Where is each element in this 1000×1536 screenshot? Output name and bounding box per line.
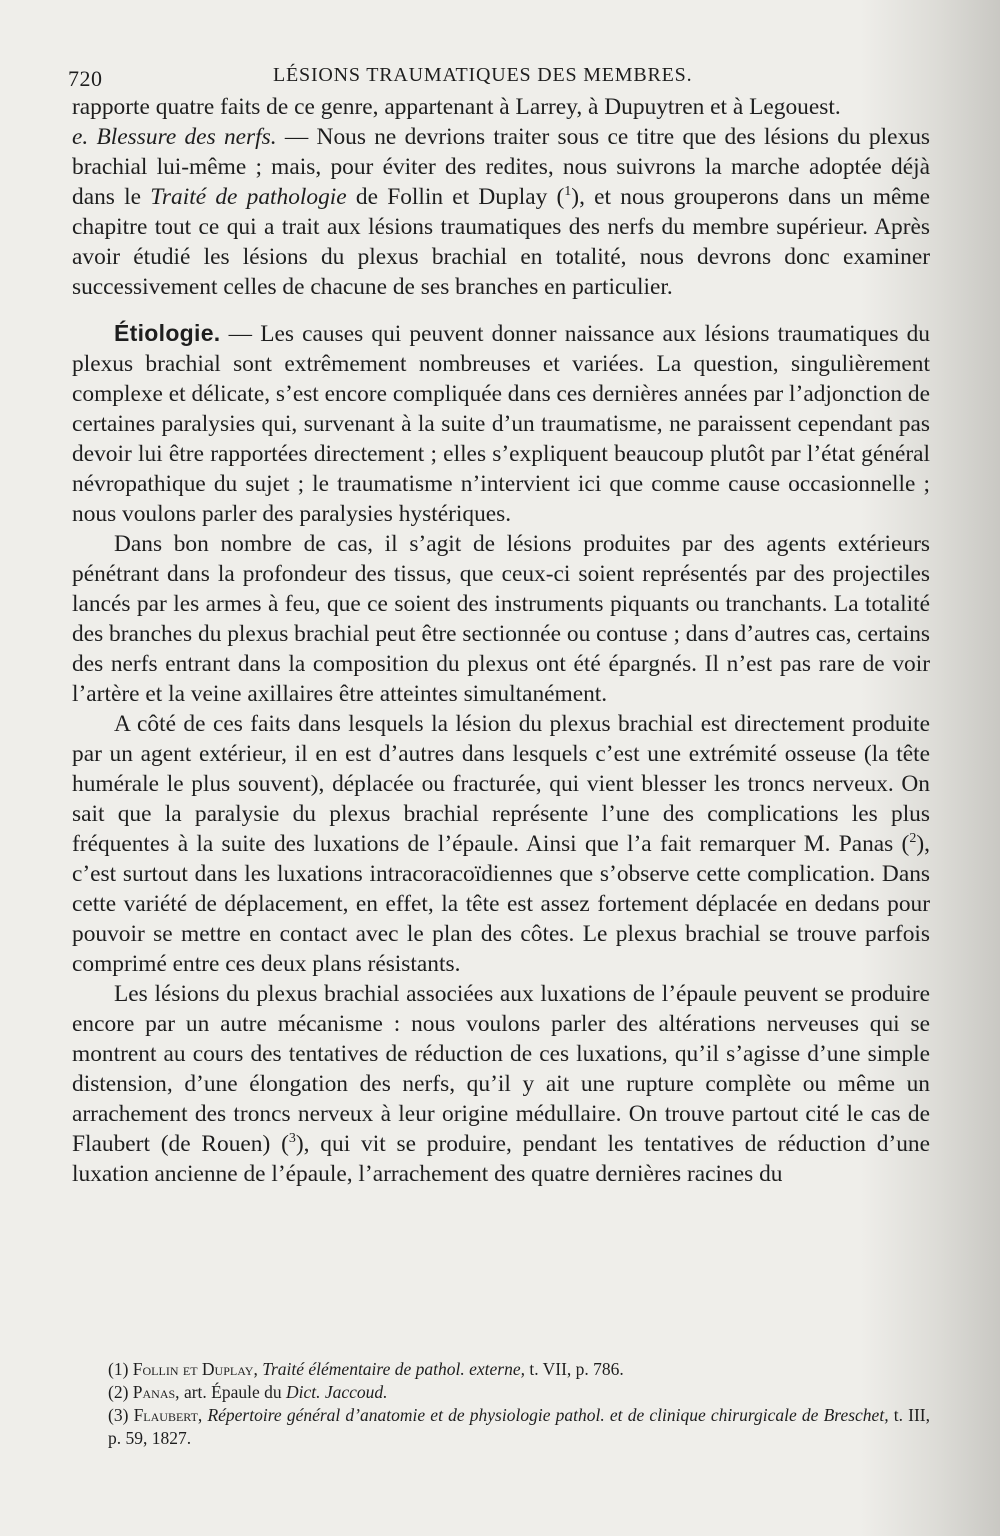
section-heading: Étiologie. bbox=[114, 320, 221, 346]
footnote-mark: (1) bbox=[108, 1359, 129, 1379]
page-number: 720 bbox=[68, 66, 103, 91]
paragraph-continuation bbox=[72, 92, 930, 122]
footnote-ref: 1 bbox=[564, 184, 572, 200]
footnotes bbox=[108, 1358, 930, 1450]
paragraph-text: rapporte quatre faits de ce genre, appartenant à Larrey, à Dupuytren et à Legouest. bbox=[72, 94, 841, 120]
footnote bbox=[108, 1381, 930, 1404]
page-header bbox=[68, 60, 928, 96]
paragraph-text: ), c’est surtout dans les luxations intracoracoïdiennes que s’observe cette complication. Dans cette variété de déplacement, en effet, la tête est assez fortement déplacée en dedans pour pouvoir se mettre en contact avec le plan des côtes. Le plexus brachial se trouve parfois comprimé entre ces deux plans résistants. bbox=[72, 831, 930, 977]
paragraph-text: Dans bon nombre de cas, il s’agit de lésions produites par des agents extérieurs pénétrant dans la profondeur des tissus, que ceux-ci soient représentés par des projectiles lancés par les armes à feu, que ce soient des instruments piquants ou tranchants. La totalité des branches du plexus brachial peut être sectionnée ou contuse ; dans d’autres cas, certains des nerfs entrant dans la composition du plexus ont été épargnés. Il n’est pas rare de voir l’artère et la veine axillaires être atteintes simultanément. bbox=[72, 531, 930, 707]
paragraph-text: de Follin et Duplay ( bbox=[346, 184, 565, 210]
footnote-author: Panas, bbox=[132, 1382, 180, 1402]
footnote-mark: (3) bbox=[108, 1405, 129, 1425]
book-title: Traité de pathologie bbox=[150, 184, 347, 210]
main-text bbox=[72, 92, 930, 1189]
footnote-detail: t. III, p. 59, 1827. bbox=[108, 1405, 931, 1448]
footnote-detail: art. Épaule du bbox=[179, 1382, 286, 1402]
footnote-title: Dict. Jaccoud. bbox=[285, 1382, 388, 1402]
paragraph-text: — Nous ne devrions traiter sous ce titre que des lésions du plexus brachial lui-même ; mais, pour éviter des redites, nous suivrons la marche adoptée déjà dans le bbox=[72, 124, 930, 210]
footnote-title: Répertoire général d’anatomie et de physiologie pathol. et de clinique chirurgicale de Breschet, bbox=[202, 1405, 889, 1425]
footnote-title: Traité élémentaire de pathol. externe, bbox=[257, 1359, 525, 1379]
footnote-author: Follin et Duplay, bbox=[132, 1359, 258, 1379]
footnote-detail: t. VII, p. 786. bbox=[524, 1359, 624, 1379]
footnote-ref: 2 bbox=[909, 831, 917, 847]
running-head: LÉSIONS TRAUMATIQUES DES MEMBRES. bbox=[273, 64, 693, 86]
footnote bbox=[108, 1404, 930, 1450]
paragraph-text: ), qui vit se produire, pendant les tentatives de réduction d’une luxation ancienne de l’épaule, l’arrachement des quatre dernières racines du bbox=[72, 1131, 930, 1187]
footnote-ref: 3 bbox=[288, 1131, 296, 1147]
paragraph-etiologie bbox=[72, 318, 930, 529]
footnote-author: Flaubert, bbox=[133, 1405, 203, 1425]
paragraph bbox=[72, 979, 930, 1189]
paragraph-text: — Les causes qui peuvent donner naissance aux lésions traumatiques du plexus brachial sont extrêmement nombreuses et variées. La question, singulièrement complexe et délicate, s’est encore compliquée dans ces dernières années par l’adjonction de certaines paralysies qui, survenant à la suite d’un traumatisme, ne paraissent cependant pas devoir lui être rapportées directement ; elles s’expliquent beaucoup plutôt par l’état général névropathique du sujet ; le traumatisme n’intervient ici que comme cause occasionnelle ; nous voulons parler des paralysies hystériques. bbox=[72, 321, 930, 527]
paragraph-blessure-nerfs bbox=[72, 122, 930, 302]
paragraph-text: A côté de ces faits dans lesquels la lésion du plexus brachial est directement produite par un agent extérieur, il en est d’autres dans lesquels c’est une extrémité osseuse (la tête humérale le plus souvent), déplacée ou fracturée, qui vient blesser les troncs nerveux. On sait que la paralysie du plexus brachial représente l’une des complications les plus fréquentes à la suite des luxations de l’épaule. Ainsi que l’a fait remarquer M. Panas ( bbox=[72, 711, 930, 857]
paragraph-text: ), et nous grouperons dans un même chapitre tout ce qui a trait aux lésions traumatiques des nerfs du membre supérieur. Après avoir étudié les lésions du plexus brachial en totalité, nous devrons donc examiner successivement celles de chacune de ses branches en particulier. bbox=[72, 184, 930, 300]
footnote-mark: (2) bbox=[108, 1382, 129, 1402]
paragraph bbox=[72, 529, 930, 709]
paragraph bbox=[72, 709, 930, 979]
subsection-label: e. Blessure des nerfs. bbox=[72, 124, 277, 150]
paragraph-text: Les lésions du plexus brachial associées aux luxations de l’épaule peuvent se produire encore par un autre mécanisme : nous voulons parler des altérations nerveuses qui se montrent au cours des tentatives de réduction de ces luxations, qu’il s’agisse d’une simple distension, d’une élongation des nerfs, qu’il y ait une rupture complète ou même un arrachement des troncs nerveux à leur origine médullaire. On trouve partout cité le cas de Flaubert (de Rouen) ( bbox=[72, 981, 930, 1157]
footnote bbox=[108, 1358, 930, 1381]
